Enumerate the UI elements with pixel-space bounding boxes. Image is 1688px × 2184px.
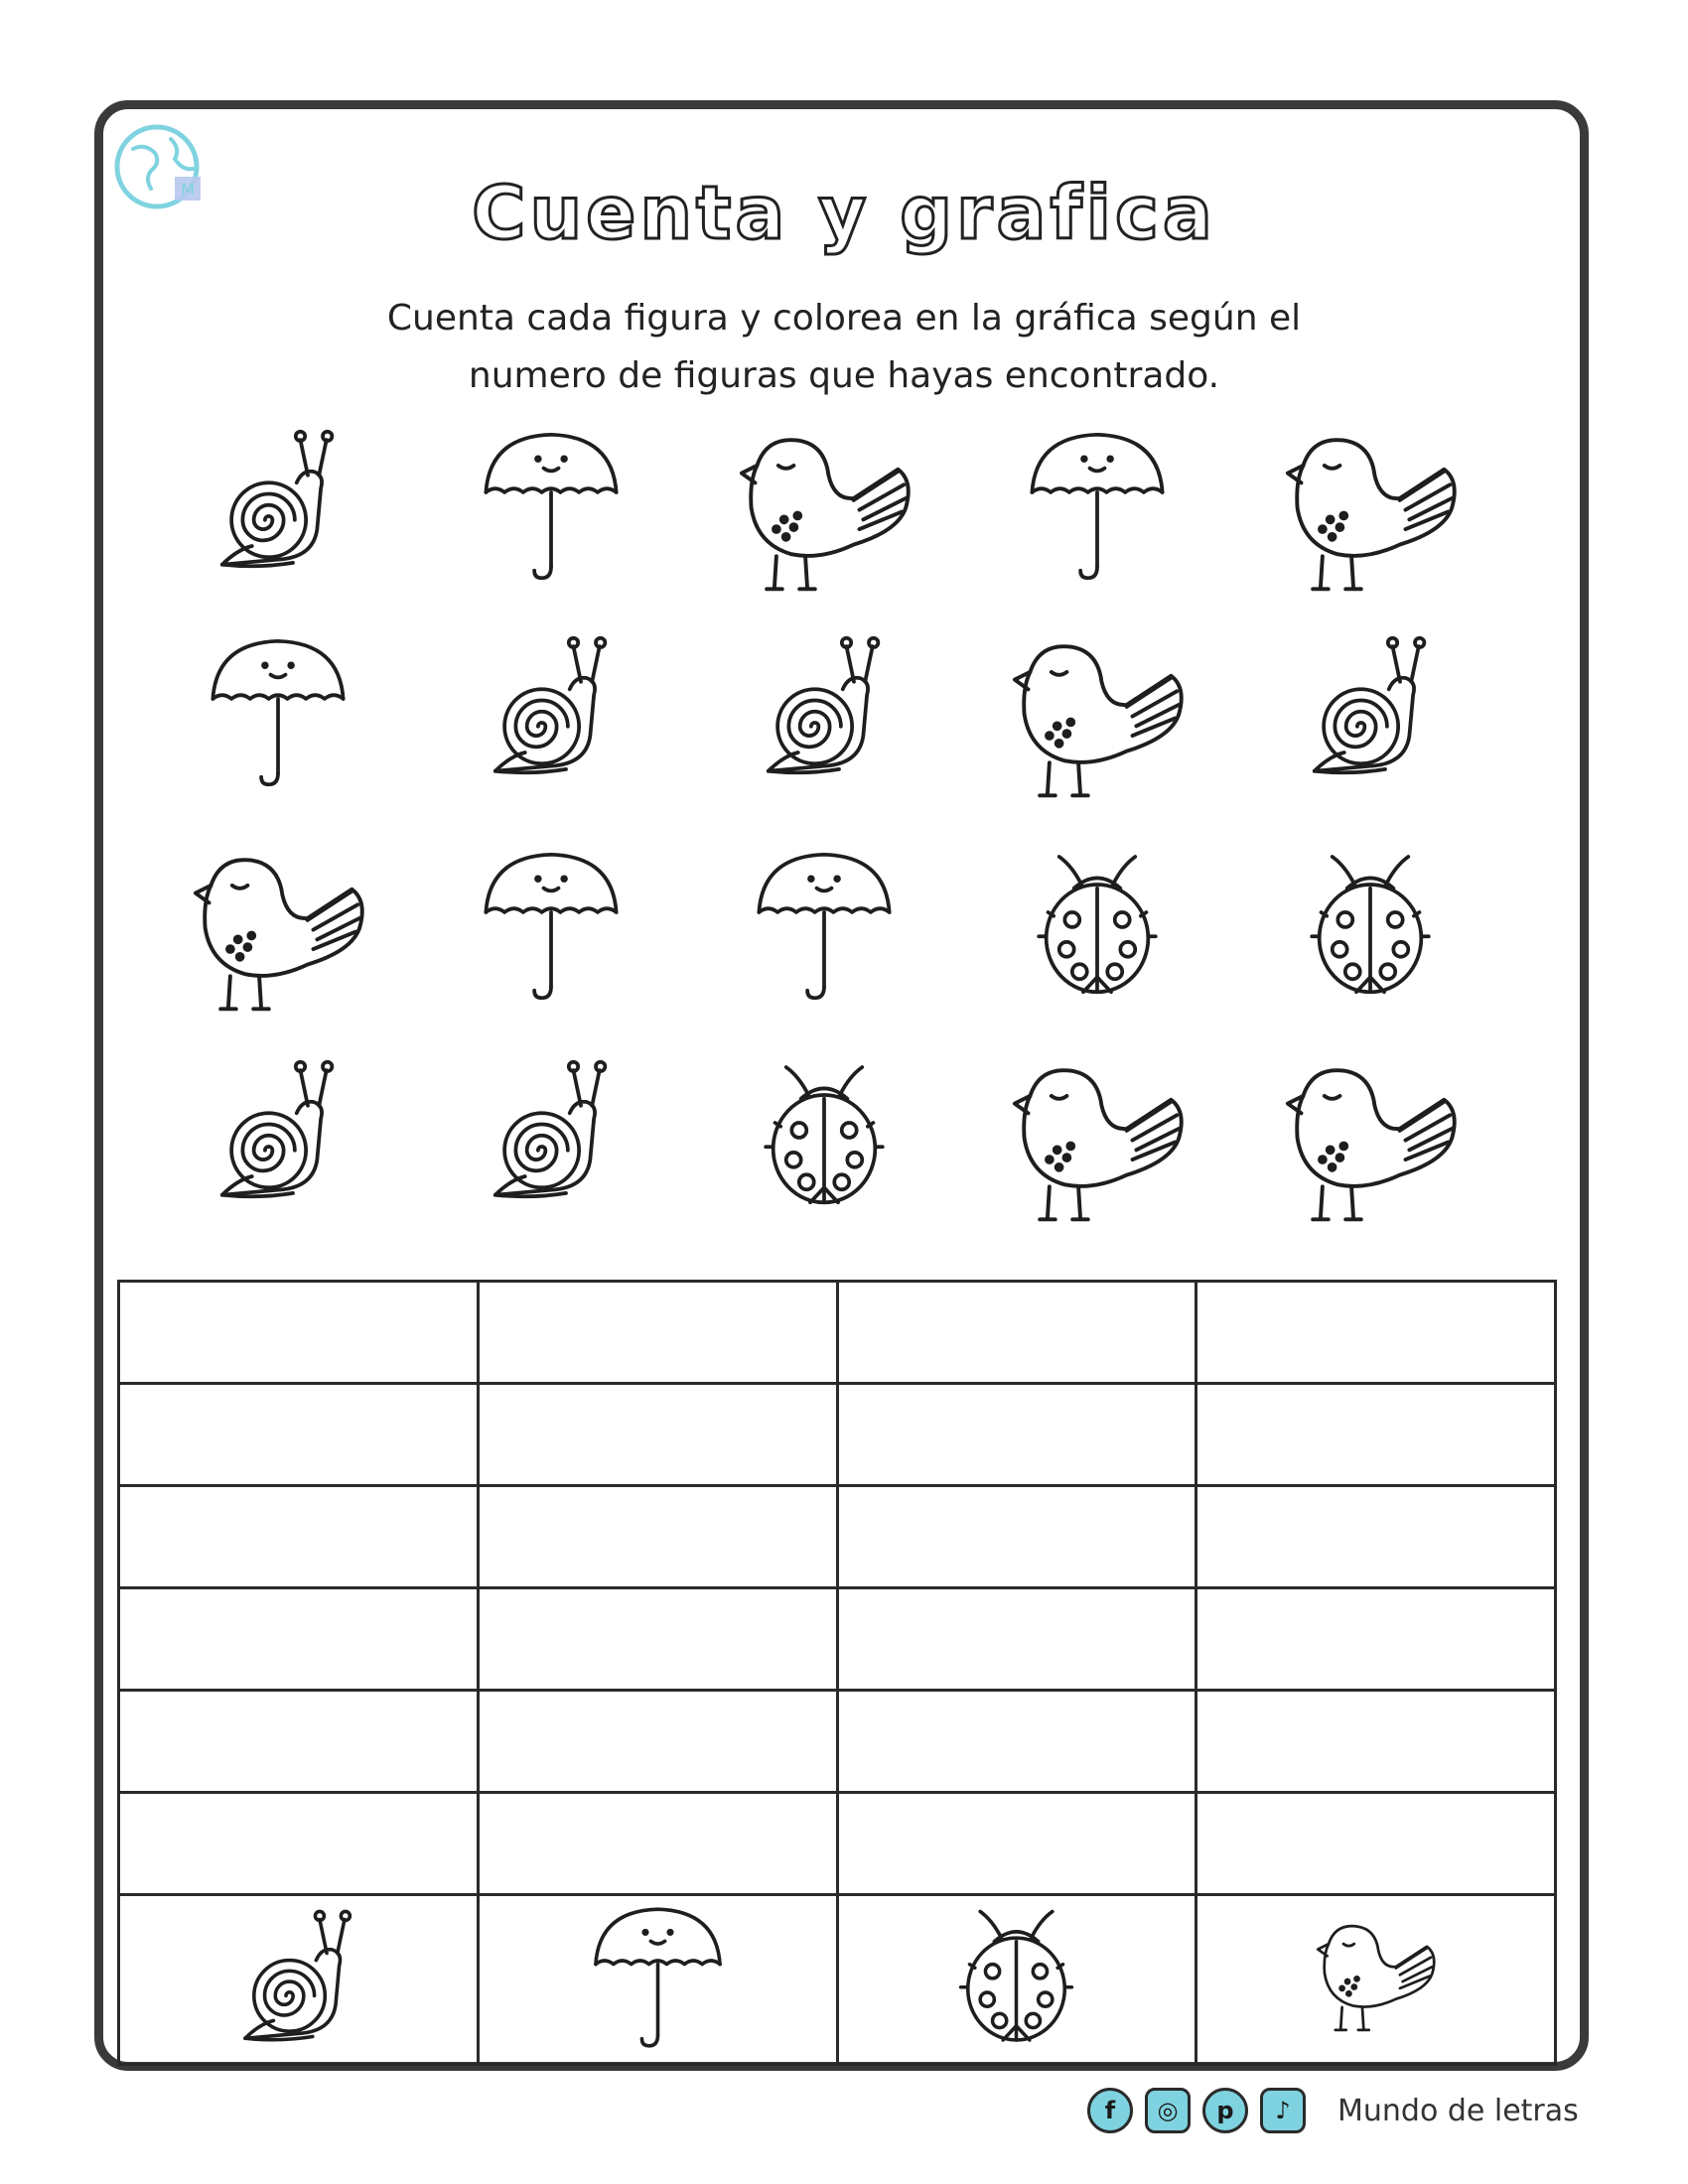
graph-cell[interactable] xyxy=(119,1486,479,1588)
footer xyxy=(1087,2083,1579,2138)
graph-cell[interactable] xyxy=(478,1384,837,1486)
umbrella-icon xyxy=(477,847,626,1006)
instructions-line-1: Cuenta cada figura y colorea en la gráfica según el xyxy=(386,298,1302,339)
umbrella-icon xyxy=(204,633,352,792)
umbrella-icon xyxy=(477,427,626,586)
graph-cell[interactable] xyxy=(478,1793,837,1895)
bird-icon xyxy=(1274,1057,1468,1231)
svg-text:M: M xyxy=(181,180,195,199)
snail-icon xyxy=(750,633,899,782)
graph-cell[interactable] xyxy=(478,1691,837,1793)
graph-row xyxy=(119,1588,1556,1691)
graph-cell[interactable] xyxy=(1196,1282,1556,1384)
ladybug-icon xyxy=(755,1057,894,1216)
snail-icon xyxy=(477,633,626,782)
graph-cell[interactable] xyxy=(837,1384,1196,1486)
page-title: Cuenta y grafica xyxy=(472,171,1216,256)
bird-icon xyxy=(728,427,921,601)
graph-cell[interactable] xyxy=(1196,1384,1556,1486)
bird-icon xyxy=(1308,1917,1444,2038)
graph-cell[interactable] xyxy=(837,1282,1196,1384)
graph-label-ladybug xyxy=(837,1895,1196,2065)
bird-icon xyxy=(1274,427,1468,601)
brand-name: Mundo de letras xyxy=(1337,2093,1579,2128)
ladybug-icon xyxy=(1301,847,1440,1006)
graph-row xyxy=(119,1691,1556,1793)
bird-icon xyxy=(1001,1057,1195,1231)
graph-cell[interactable] xyxy=(837,1486,1196,1588)
graph-cell[interactable] xyxy=(119,1384,479,1486)
graph-row xyxy=(119,1793,1556,1895)
bird-icon xyxy=(182,847,375,1021)
umbrella-icon xyxy=(1023,427,1172,586)
snail-icon xyxy=(204,427,352,576)
graph-cell[interactable] xyxy=(478,1588,837,1691)
instagram-icon[interactable]: ◎ xyxy=(1145,2088,1191,2133)
umbrella-icon xyxy=(750,847,899,1006)
graph-label-row xyxy=(119,1895,1556,2065)
graph-row xyxy=(119,1486,1556,1588)
bird-icon xyxy=(1001,633,1195,807)
graph-row xyxy=(119,1384,1556,1486)
snail-icon xyxy=(227,1907,369,2049)
ladybug-icon xyxy=(950,1902,1082,2053)
graph-label-bird xyxy=(1196,1895,1556,2065)
graph-cell[interactable] xyxy=(837,1588,1196,1691)
facebook-icon[interactable]: f xyxy=(1087,2088,1133,2133)
graph-cell[interactable] xyxy=(837,1793,1196,1895)
graph-cell[interactable] xyxy=(119,1691,479,1793)
graph-cell[interactable] xyxy=(1196,1691,1556,1793)
graph-cell[interactable] xyxy=(119,1793,479,1895)
graph-cell[interactable] xyxy=(1196,1793,1556,1895)
graph-cell[interactable] xyxy=(837,1691,1196,1793)
graph-cell[interactable] xyxy=(478,1282,837,1384)
pinterest-icon[interactable]: p xyxy=(1202,2088,1248,2133)
tiktok-icon[interactable]: ♪ xyxy=(1260,2088,1306,2133)
snail-icon xyxy=(1296,633,1445,782)
graph-cell[interactable] xyxy=(119,1282,479,1384)
graph-cell[interactable] xyxy=(478,1486,837,1588)
graph-cell[interactable] xyxy=(1196,1486,1556,1588)
graph-label-snail xyxy=(119,1895,479,2065)
graph-cell[interactable] xyxy=(1196,1588,1556,1691)
instructions-line-2: numero de figuras que hayas encontrado. xyxy=(468,355,1220,396)
ladybug-icon xyxy=(1028,847,1167,1006)
counting-graph xyxy=(117,1280,1557,2066)
graph-cell[interactable] xyxy=(119,1588,479,1691)
graph-row xyxy=(119,1282,1556,1384)
snail-icon xyxy=(204,1057,352,1206)
snail-icon xyxy=(477,1057,626,1206)
graph-label-umbrella xyxy=(478,1895,837,2065)
umbrella-icon xyxy=(587,1902,729,2053)
